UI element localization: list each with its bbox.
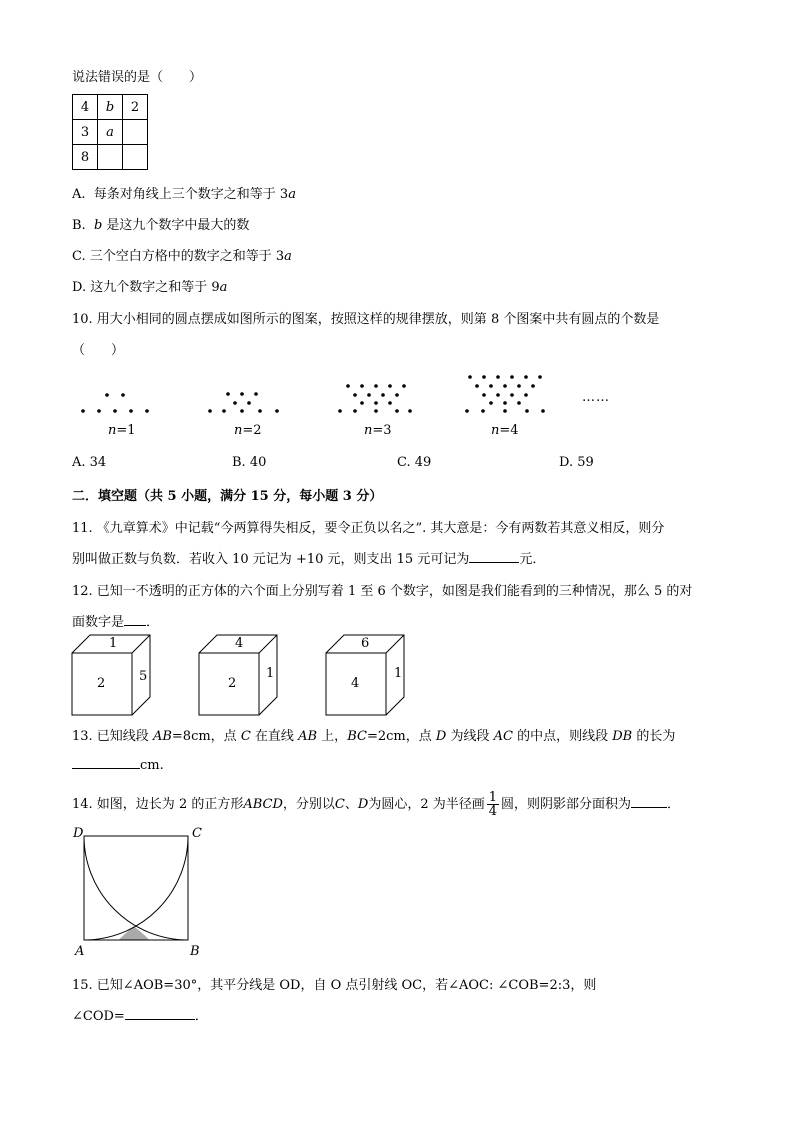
q11-stem-line1: 11. 《九章算术》中记载“今两算得失相反，要令正负以名之”. 其大意是：今有两数若其意义相反，则分 — [72, 521, 665, 536]
dot — [395, 393, 399, 397]
dot — [240, 409, 244, 413]
grid-cell: b — [98, 95, 123, 120]
grid-cell — [98, 145, 123, 170]
cube-1-top: 1 — [109, 636, 118, 651]
grid-cell: 4 — [73, 95, 98, 120]
dot — [353, 409, 357, 413]
answer-blank — [469, 562, 519, 563]
dot — [105, 393, 109, 397]
dot — [222, 409, 226, 413]
q15-stem-line1: 15. 已知∠AOB=30°，其平分线是 OD，自 O 点引射线 OC，若∠AOC: ∠COB=2:3，则 — [72, 978, 597, 993]
label-d: D — [73, 826, 84, 841]
dot — [503, 384, 507, 388]
dot — [97, 409, 101, 413]
dot — [468, 375, 472, 379]
ellipsis: …… — [582, 390, 610, 405]
dot — [402, 384, 406, 388]
q12-stem-line2: 面数字是 ． — [72, 615, 160, 630]
dot — [496, 375, 500, 379]
dot — [525, 409, 529, 413]
dot — [517, 401, 521, 405]
dot-pattern-figures — [70, 370, 640, 420]
answer-blank — [125, 1019, 195, 1020]
dot — [531, 384, 535, 388]
dot — [81, 409, 85, 413]
q13-stem-line1: 13. 已知线段 AB=8cm，点 C 在直线 AB 上，BC=2cm，点 D 为线段 AC 的中点，则线段 DB 的长为 — [72, 729, 676, 744]
dot — [353, 393, 357, 397]
dot — [226, 392, 230, 396]
fraction-one-quarter: $\frac{1}{4}$ — [488, 790, 498, 819]
dot — [367, 393, 371, 397]
grid-cell — [123, 145, 148, 170]
label-a: A — [75, 944, 85, 959]
q14-stem: 14. 如图，边长为 2 的正方形ABCD，分别以C、D为圆心，2 为半径画 $\frac{1}{4}$ 圆，则阴影部分面积为 ． — [72, 790, 681, 819]
q10-choice-c: C. 49 — [397, 455, 432, 470]
dot — [233, 401, 237, 405]
arc-centered-C — [84, 836, 188, 940]
grid-cell: 3 — [73, 120, 98, 145]
dot — [541, 409, 545, 413]
shaded-region — [119, 927, 150, 941]
dot — [489, 401, 493, 405]
q13-stem-line2: cm. — [72, 758, 164, 773]
answer-blank — [72, 768, 140, 769]
dot — [482, 393, 486, 397]
cube-2-front: 2 — [228, 676, 237, 691]
dot — [482, 375, 486, 379]
grid-cell — [123, 120, 148, 145]
dot — [388, 384, 392, 388]
dot — [503, 401, 507, 405]
dot — [374, 409, 378, 413]
cube-3-side: 1 — [394, 666, 403, 681]
q15-stem-line2: ∠COD= ． — [72, 1009, 208, 1024]
figure-label-n2: n=2 — [234, 423, 262, 438]
cube-1-side: 5 — [139, 669, 148, 684]
dot — [360, 401, 364, 405]
answer-blank — [631, 807, 667, 808]
dot — [346, 384, 350, 388]
dot — [475, 384, 479, 388]
dot — [503, 409, 507, 413]
q10-choice-b: B. 40 — [232, 455, 267, 470]
dot — [517, 384, 521, 388]
figure-label-n4: n=4 — [491, 423, 519, 438]
magic-square-grid — [72, 94, 148, 170]
square-arcs-figure — [80, 832, 200, 952]
dot — [113, 409, 117, 413]
dot — [247, 401, 251, 405]
dot — [374, 384, 378, 388]
dot — [338, 409, 342, 413]
cube-2-side: 1 — [266, 666, 275, 681]
dot — [388, 401, 392, 405]
q10-stem-line1: 10. 用大小相同的圆点摆成如图所示的图案，按照这样的规律摆放，则第 8 个图案中共有圆点的个数是 — [72, 312, 660, 327]
figure-label-n1: n=1 — [108, 423, 136, 438]
q12-stem-line1: 12. 已知一不透明的正方体的六个面上分别写着 1 至 6 个数字，如图是我们能看到的三种情况，那么 5 的对 — [72, 584, 693, 599]
dot — [254, 392, 258, 396]
q9-option-a: A. 每条对角线上三个数字之和等于 3a — [72, 187, 296, 202]
dot — [275, 409, 279, 413]
dot — [381, 393, 385, 397]
dot — [145, 409, 149, 413]
q9-option-c: C. 三个空白方格中的数字之和等于 3a — [72, 249, 292, 264]
grid-cell: 8 — [73, 145, 98, 170]
dot — [395, 409, 399, 413]
dot — [121, 393, 125, 397]
dot — [258, 409, 262, 413]
figure-label-n3: n=3 — [364, 423, 392, 438]
q10-stem-line2: （ ） — [72, 343, 125, 358]
q9-option-b: B. b 是这九个数字中最大的数 — [72, 218, 250, 233]
q9-option-d: D. 这九个数字之和等于 9a — [72, 280, 228, 295]
label-b: B — [190, 944, 200, 959]
dot — [374, 401, 378, 405]
dot — [489, 384, 493, 388]
section-title: 二．填空题（共 5 小题，满分 15 分，每小题 3 分） — [72, 489, 383, 504]
label-c: C — [192, 826, 202, 841]
cube-1-front: 2 — [97, 676, 106, 691]
dot — [510, 375, 514, 379]
grid-cell: 2 — [123, 95, 148, 120]
dot — [510, 393, 514, 397]
square — [84, 836, 188, 940]
arc-centered-D — [84, 836, 188, 940]
dot — [524, 393, 528, 397]
dot — [240, 392, 244, 396]
cube-3-top: 6 — [361, 636, 370, 651]
cube-2-top: 4 — [235, 636, 244, 651]
q9-stem-tail: 说法错误的是（ ） — [72, 70, 203, 85]
dot — [208, 409, 212, 413]
dot — [408, 409, 412, 413]
cube-3-front: 4 — [351, 676, 360, 691]
dot — [496, 393, 500, 397]
dot — [360, 384, 364, 388]
answer-blank — [124, 625, 146, 626]
q10-choice-d: D. 59 — [559, 455, 594, 470]
dot — [481, 409, 485, 413]
dot — [129, 409, 133, 413]
dot — [524, 375, 528, 379]
grid-cell: a — [98, 120, 123, 145]
dot — [538, 375, 542, 379]
dot — [465, 409, 469, 413]
q10-choice-a: A. 34 — [72, 455, 107, 470]
q11-stem-line2: 别叫做正数与负数．若收入 10 元记为 +10 元，则支出 15 元可记为 元． — [72, 552, 546, 567]
